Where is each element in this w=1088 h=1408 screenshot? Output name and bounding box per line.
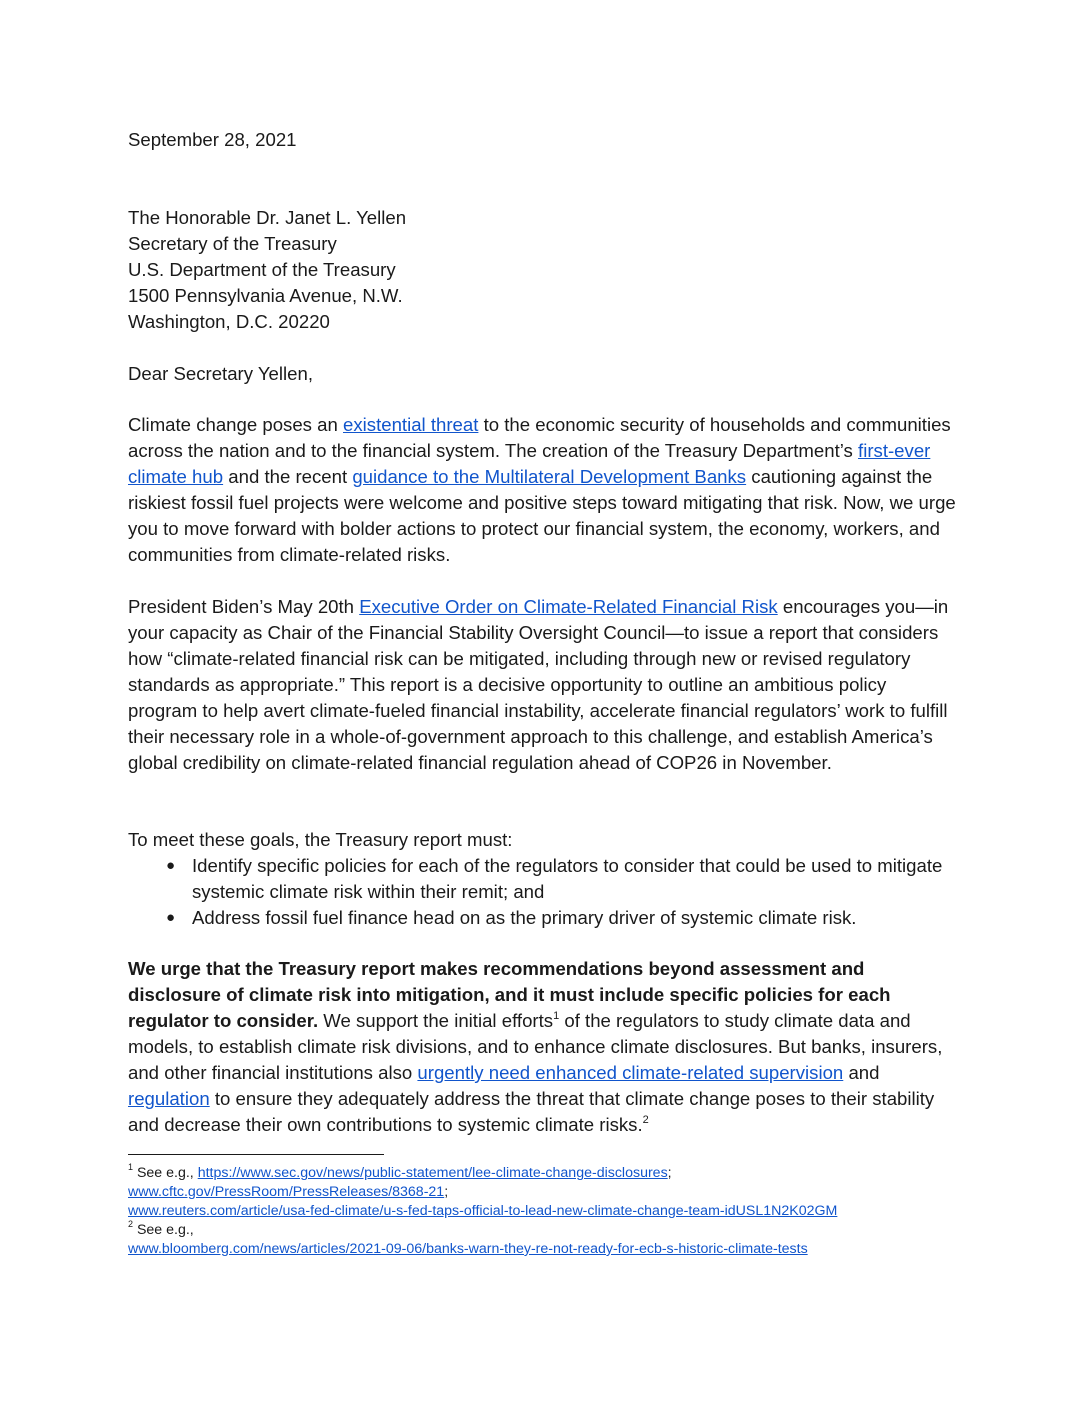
footnote-divider: [128, 1154, 384, 1155]
salutation: Dear Secretary Yellen,: [128, 363, 314, 384]
text-run: ;: [667, 1165, 672, 1181]
text-run: and the recent: [223, 466, 353, 487]
link-enhanced-supervision[interactable]: urgently need enhanced climate-related supervision: [417, 1062, 844, 1083]
footnote-mark: 2: [128, 1219, 134, 1230]
text-run: encourages you—in your capacity as Chair of the Financial Stability Oversight Council—to issue a report that considers how “climate-related financial risk can be mitigated, including through new or revised regulatory standards as appropriate.” This report is a decisive opportunity to outline an ambitious policy program to help avert climate-fueled financial instability, accelerate financial regulators’ work to fulfill their necessary role in a whole-of-government approach to this challenge, and establish America’s global credibility on climate-related financial regulation ahead of COP26 in November.: [128, 596, 949, 773]
list-item-text: Identify specific policies for each of the regulators to consider that could be used to mitigate systemic climate risk within their remit; and: [192, 855, 943, 902]
paragraph-1: [128, 412, 958, 568]
link-regulation[interactable]: regulation: [128, 1088, 210, 1109]
text-run: Climate change poses an: [128, 414, 343, 435]
text-run: to ensure they adequately address the threat that climate change poses to their stability and decrease their own contributions to systemic climate risks.: [128, 1088, 935, 1135]
text-run: See e.g.,: [133, 1165, 198, 1181]
paragraph-4: [128, 956, 958, 1138]
text-run: cautioning against the riskiest fossil fuel projects were welcome and positive steps toward mitigating that risk. Now, we urge you to move forward with bolder actions to protect our financial system, the economy, workers, and communities from climate-related risks.: [128, 466, 956, 565]
text-run: See e.g.,: [133, 1222, 194, 1238]
paragraph-2: [128, 594, 958, 776]
link-sec-statement[interactable]: https://www.sec.gov/news/public-statement/lee-climate-change-disclosures: [197, 1165, 668, 1181]
text-run: We support the initial efforts: [318, 1010, 554, 1031]
text-run: President Biden’s May 20th: [128, 596, 360, 617]
list-item: [128, 905, 958, 931]
recipient-address: [128, 205, 958, 335]
text-run: to the economic security of households and communities across the nation and to the financial system. The creation of the Treasury Department’s: [128, 414, 951, 461]
letter-date: September 28, 2021: [128, 129, 297, 150]
link-reuters-article[interactable]: www.reuters.com/article/usa-fed-climate/u-s-fed-taps-official-to-lead-new-climate-change-team-idUSL1N2K02GM: [128, 1203, 838, 1219]
address-line: 1500 Pennsylvania Avenue, N.W.: [128, 285, 403, 306]
bold-statement: We urge that the Treasury report makes recommendations beyond assessment and disclosure of climate risk into mitigation, and it must include specific policies for each regulator to consider.: [128, 958, 891, 1031]
link-cftc-release[interactable]: www.cftc.gov/PressRoom/PressReleases/8368-21: [128, 1184, 445, 1200]
footnote-ref-2[interactable]: 2: [642, 1113, 649, 1126]
address-line: The Honorable Dr. Janet L. Yellen: [128, 207, 407, 228]
list-item-text: Address fossil fuel finance head on as the primary driver of systemic climate risk.: [192, 907, 857, 928]
text-run: and: [843, 1062, 880, 1083]
address-line: Washington, D.C. 20220: [128, 311, 330, 332]
recommendation-list: [128, 853, 958, 931]
link-bloomberg-article[interactable]: www.bloomberg.com/news/articles/2021-09-06/banks-warn-they-re-not-ready-for-ecb-s-historic-climate-tests: [128, 1241, 808, 1257]
bullet-icon: ●: [166, 909, 176, 926]
footnote-ref-1[interactable]: 1: [553, 1009, 560, 1022]
link-climate-hub[interactable]: first-ever climate hub: [128, 440, 931, 487]
list-intro: To meet these goals, the Treasury report must:: [128, 829, 513, 850]
list-item: [128, 853, 958, 905]
paragraph-3: [128, 827, 958, 931]
footnote-mark: 1: [128, 1162, 134, 1173]
bullet-icon: ●: [166, 857, 176, 874]
text-run: of the regulators to study climate data and models, to establish climate risk divisions, and to enhance climate disclosures. But banks, insurers, and other financial institutions also: [128, 1010, 943, 1083]
footnote-2: [128, 1221, 948, 1259]
footnotes: [128, 1164, 948, 1259]
footnote-1: [128, 1164, 948, 1221]
link-mdb-guidance[interactable]: guidance to the Multilateral Development Banks: [352, 466, 747, 487]
text-run: ;: [444, 1184, 449, 1200]
address-line: U.S. Department of the Treasury: [128, 259, 396, 280]
link-existential-threat[interactable]: existential threat: [343, 414, 479, 435]
address-line: Secretary of the Treasury: [128, 233, 337, 254]
link-executive-order[interactable]: Executive Order on Climate-Related Financial Risk: [359, 596, 778, 617]
